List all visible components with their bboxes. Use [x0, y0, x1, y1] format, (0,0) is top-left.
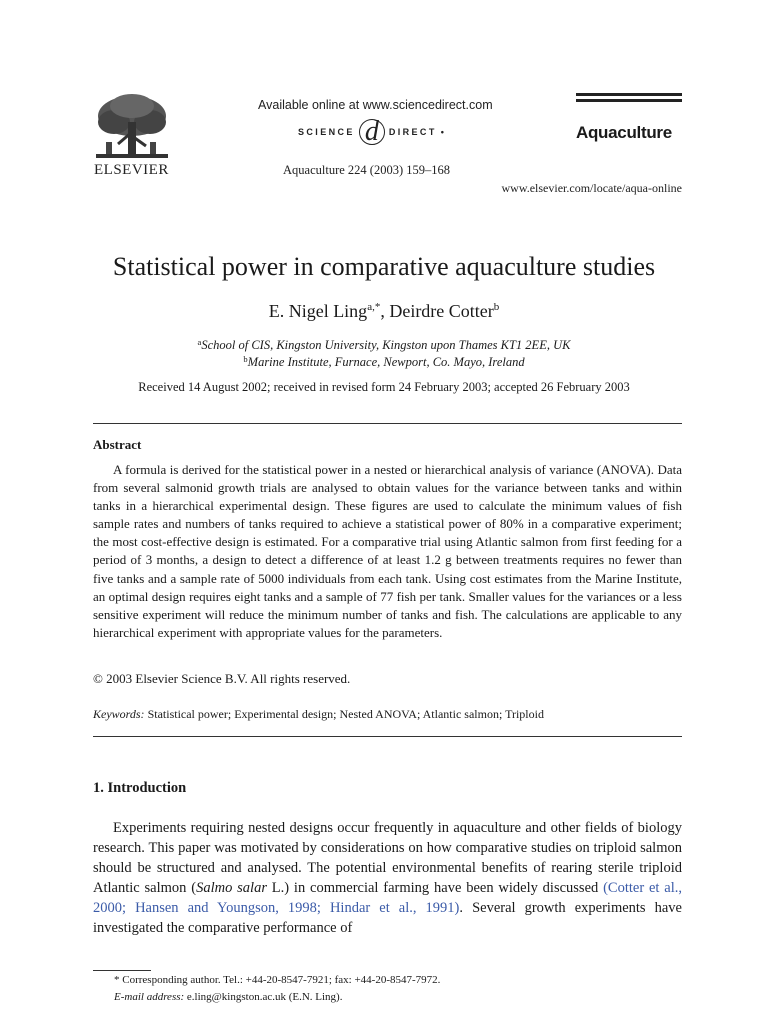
journal-name: Aquaculture: [576, 123, 672, 142]
intro-text-1: Experiments requiring nested designs occur frequently in aquaculture and other fields of biology research. This paper was motivated by considerations on how comparative studies on triploid salmon should be structured and analysed. The potential environmental benefits of rearing sterile triploid Atlantic salmon (: [93, 820, 682, 896]
publisher-name: ELSEVIER: [94, 162, 169, 178]
abstract-divider-top: [93, 423, 682, 424]
email-label: E-mail address:: [114, 991, 185, 1003]
author-1-affil-sup: a,: [367, 301, 375, 313]
email-address[interactable]: e.ling@kingston.ac.uk (E.N. Ling).: [184, 991, 343, 1003]
affiliation-b-text: Marine Institute, Furnace, Newport, Co. Mayo, Ireland: [247, 355, 525, 369]
sd-circle-icon: d: [359, 119, 385, 145]
abstract-heading: Abstract: [93, 437, 142, 452]
article-title: Statistical power in comparative aquaculture studies: [112, 252, 656, 281]
keywords-line: [93, 707, 544, 722]
sciencedirect-logo: [298, 117, 446, 147]
keywords-label: Keywords:: [93, 707, 145, 721]
footnote-corresponding: [114, 974, 440, 986]
sd-suffix-dot: •: [440, 127, 447, 137]
author-line: [0, 301, 768, 322]
intro-text-3: . Several growth experiments have investigated the comparative performance of: [93, 899, 682, 936]
abstract-paragraph: A formula is derived for the statistical power in a nested or hierarchical analysis of variance (ANOVA). Data from several salmonid growth trials are analysed to obtain values for the variance between tanks and within tanks in a hierarchical experimental design. These figures are used to calculate the minimum values of fish sample rates and numbers of tanks required to achieve a statistical power of 80% in a comparative experiment; the most cost-effective design is estimated. For a comparative trial using Atlantic salmon from first feeding for a period of 3 months, a design to detect a difference of at least 1.2 g between treatments requires no fewer than five tanks and a sample rate of 5000 individuals from each tank. Using cost estimates from the Marine Institute, an optimal design requires eight tanks and a sample of 77 fish per tank. Smaller values for the variances or a less sensitive experiment will reduce the minimum number of tanks and fish. The calculations are applicable to any hierarchical experiment with appropriate values for the parameters.: [93, 462, 682, 640]
species-name: Salmo salar: [196, 879, 267, 896]
introduction-paragraph: [93, 819, 682, 938]
affiliation-b-sup: b: [243, 354, 248, 364]
author-2-affil-sup: b: [493, 301, 500, 313]
journal-citation: Aquaculture 224 (2003) 159–168: [283, 163, 450, 177]
abstract-body: [93, 461, 682, 642]
citation-link[interactable]: (Cotter et al., 2000; Hansen and Youngson, 1998; Hindar et al., 1991): [93, 879, 682, 916]
tree-icon: [92, 92, 172, 164]
author-1[interactable]: E. Nigel Ling: [268, 301, 368, 321]
journal-rule-bottom: [576, 99, 682, 102]
footnote-rule: [93, 970, 151, 971]
sd-left-word: SCIENCE: [298, 127, 355, 137]
author-2[interactable]: Deirdre Cotter: [389, 301, 494, 321]
affiliation-a-sup: a: [197, 337, 202, 347]
available-online-text: Available online at www.sciencedirect.com: [258, 98, 493, 112]
intro-text-2: L.) in commercial farming have been widely discussed: [266, 879, 604, 896]
journal-rule-top: [576, 93, 682, 96]
footnote-contact: Corresponding author. Tel.: +44-20-8547-7921; fax: +44-20-8547-7972.: [119, 974, 441, 986]
corresponding-star[interactable]: *: [374, 301, 381, 313]
footnote-star: *: [114, 974, 120, 986]
affiliation-b: [0, 354, 768, 370]
abstract-divider-bottom: [93, 736, 682, 737]
journal-url[interactable]: www.elsevier.com/locate/aqua-online: [501, 181, 682, 195]
received-dates: Received 14 August 2002; received in revised form 24 February 2003; accepted 26 February 2003: [138, 380, 630, 394]
sd-right-word: DIRECT: [388, 127, 437, 137]
footnote-email: [114, 991, 342, 1003]
keywords-list: Statistical power; Experimental design; Nested ANOVA; Atlantic salmon; Triploid: [144, 707, 544, 721]
section-heading-introduction: 1. Introduction: [93, 780, 187, 796]
introduction-body: [93, 819, 682, 938]
author-separator: ,: [380, 301, 390, 321]
affiliation-a-text: School of CIS, Kingston University, Kingston upon Thames KT1 2EE, UK: [201, 338, 571, 352]
affiliation-a: [0, 337, 768, 353]
copyright-line: © 2003 Elsevier Science B.V. All rights reserved.: [93, 671, 351, 686]
